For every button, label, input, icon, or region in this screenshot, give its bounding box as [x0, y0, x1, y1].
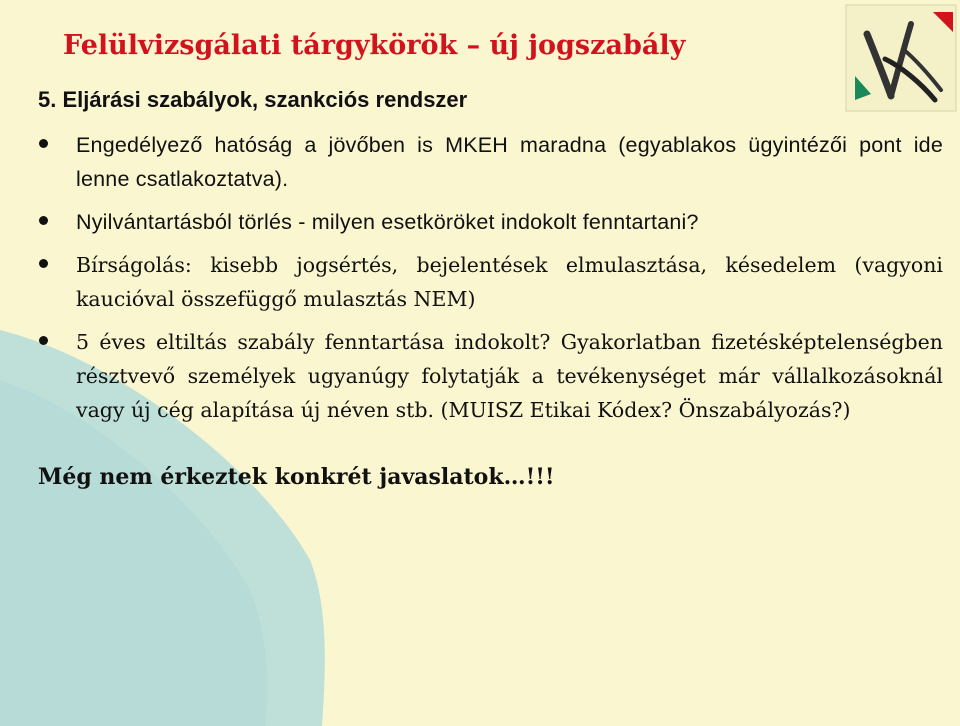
bullet-dot-icon	[39, 259, 48, 268]
bullet-text: Nyilvántartásból törlés - milyen esetköröket indokolt fenntartani?	[76, 210, 699, 234]
closing-statement: Még nem érkeztek konkrét javaslatok…!!!	[38, 464, 555, 490]
bullet-item	[38, 248, 943, 316]
bullet-text: 5 éves eltiltás szabály fenntartása indokolt? Gyakorlatban fizetésképtelenségben résztvevő személyek ugyanúgy folytatják a tevékenységet már vállalkozásoknál vagy új cég alapítása új néven stb. (MUISZ Etikai Kódex? Önszabályozás?)	[76, 330, 943, 422]
bullet-dot-icon	[39, 216, 48, 225]
bullet-dot-icon	[39, 336, 48, 345]
bullet-item	[38, 128, 943, 196]
section-subtitle: 5. Eljárási szabályok, szankciós rendszer	[38, 87, 468, 112]
bullet-dot-icon	[39, 139, 48, 148]
bullet-text: Bírságolás: kisebb jogsértés, bejelentések elmulasztása, késedelem (vagyoni kaucióval összefüggő mulasztás NEM)	[76, 253, 943, 311]
bullet-item	[38, 325, 943, 427]
slide-title: Felülvizsgálati tárgykörök – új jogszabály	[63, 30, 686, 61]
bullet-text: Engedélyező hatóság a jövőben is MKEH maradna (egyablakos ügyintézői pont ide lenne csatlakoztatva).	[76, 133, 943, 191]
company-logo	[845, 4, 957, 112]
bullet-list	[38, 128, 943, 436]
bullet-item	[38, 205, 943, 239]
